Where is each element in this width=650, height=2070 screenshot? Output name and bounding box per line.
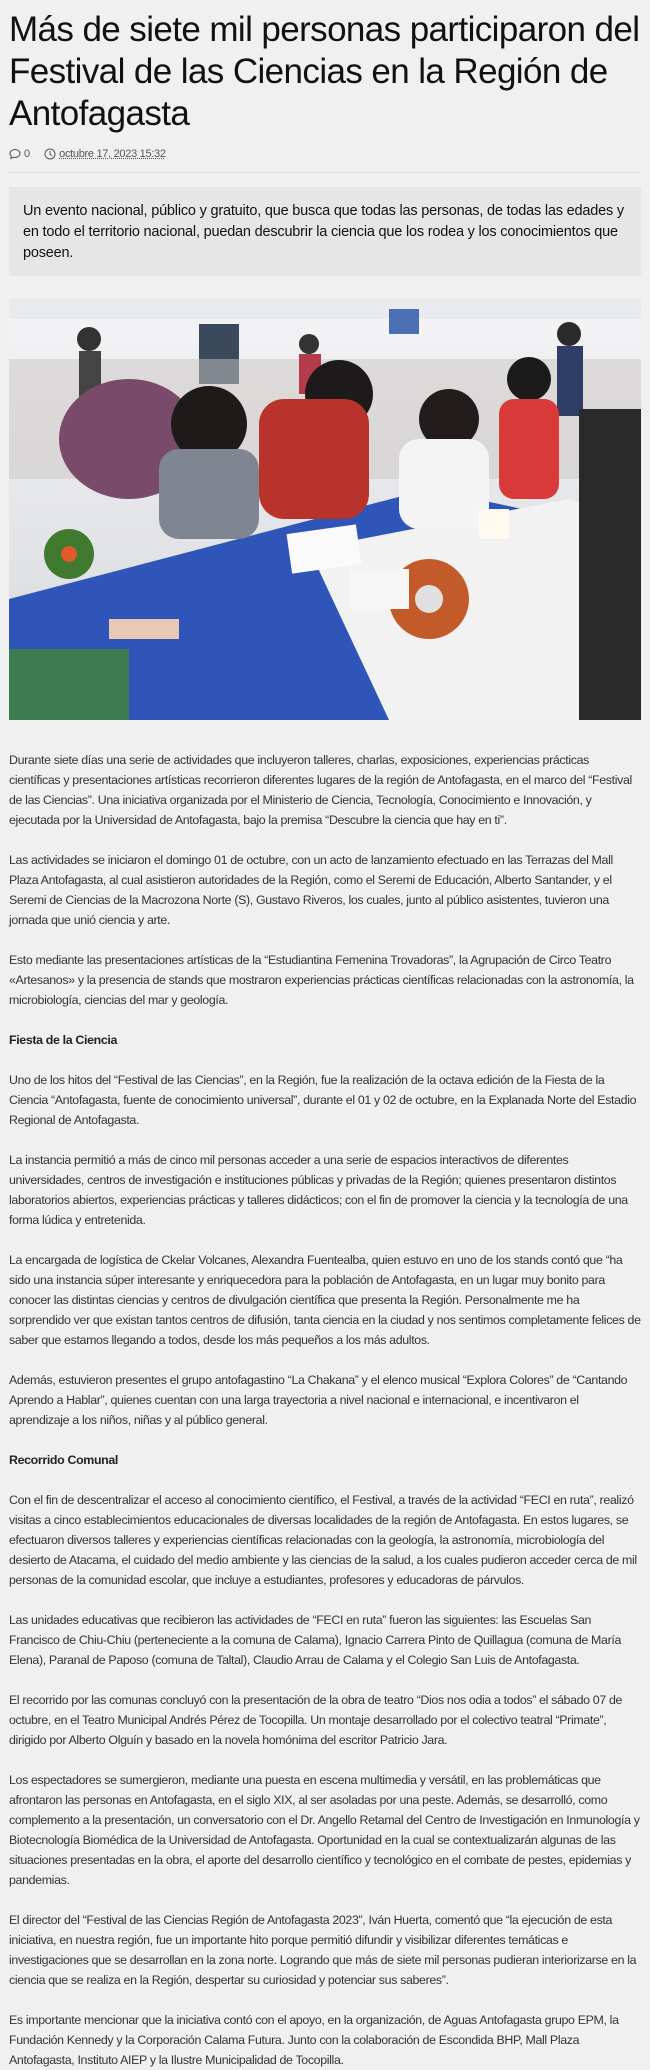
- clock-icon: [44, 148, 56, 160]
- comments-count: 0: [24, 148, 31, 160]
- comments-count-link[interactable]: [9, 148, 30, 160]
- photo-festival-stand: [9, 299, 641, 720]
- section-heading: Recorrido Comunal: [9, 1453, 119, 1467]
- paragraph: Las actividades se iniciaron el domingo 01 de octubre, con un acto de lanzamiento efectuado en las Terrazas del Mall Plaza Antofagasta, al cual asistieron autoridades de la Región, como el Seremi de Educación, Alberto Santander, y el Seremi de Ciencias de la Macrozona Norte (S), Gustavo Riveros, los cuales, junto al público asistentes, tuvieron una jornada que unió ciencia y arte.: [9, 853, 613, 927]
- paragraph: El recorrido por las comunas concluyó con la presentación de la obra de teatro “Dios nos odia a todos” el sábado 07 de octubre, en el Teatro Municipal Andrés Pérez de Tocopilla. Un montaje desarrollado por el colectivo teatral “Primate”, dirigido por Alberto Olguín y basado en la novela homónima del escritor Patricio Jara.: [9, 1693, 623, 1747]
- date-link[interactable]: [44, 148, 166, 160]
- paragraph: Los espectadores se sumergieron, mediante una puesta en escena multimedia y versátil, en las problemáticas que afrontaron las personas en Antofagasta, en el siglo XIX, al ser asoladas por una peste. Además, se desarrolló, como complemento a la presentación, un conversatorio con el Dr. Angello Retamal del Centro de Investigación en Inmunología y Biotecnología Biomédica de la Universidad de Antofagasta. Oportunidad en la cual se contextualizarán algunas de las situaciones presentadas en la obra, el aporte del desarrollo científico y tecnológico en el combate de pestes, epidemias y pandemias.: [9, 1773, 640, 1887]
- speech-bubble-icon: [9, 148, 21, 160]
- article-body: [9, 750, 641, 2070]
- section-heading: Fiesta de la Ciencia: [9, 1033, 118, 1047]
- paragraph: Las unidades educativas que recibieron las actividades de “FECI en ruta” fueron las siguientes: las Escuelas San Francisco de Chiu-Chiu (perteneciente a la comuna de Calama), Ignacio Carrera Pinto de Quillagua (comuna de María Elena), Paranal de Paposo (comuna de Taltal), Claudio Arrau de Calama y el Colegio San Luis de Antofagasta.: [9, 1613, 621, 1667]
- paragraph: La encargada de logística de Ckelar Volcanes, Alexandra Fuentealba, quien estuvo en uno de los stands contó que “ha sido una instancia súper interesante y enriquecedora para la población de Antofagasta, en un lugar muy bonito para conocer las distintas ciencias y centros de divulgación científica que presenta la Región. Personalmente me ha sorprendido ver que existan tantos centros de difusión, tanta ciencia en la ciudad y nos sentimos completamente felices de saber que estamos llegando a todos, desde los más pequeños a los más adultos.: [9, 1253, 641, 1347]
- paragraph: Durante siete días una serie de actividades que incluyeron talleres, charlas, exposiciones, experiencias prácticas científicas y presentaciones artísticas recorrieron diferentes lugares de la región de Antofagasta, en el marco del “Festival de las Ciencias”. Una iniciativa organizada por el Ministerio de Ciencia, Tecnología, Conocimiento e Innovación, y ejecutada por la Universidad de Antofagasta, bajo la premisa “Descubre la ciencia que hay en ti”.: [9, 753, 632, 827]
- article-title: Más de siete mil personas participaron del Festival de las Ciencias en la Región de Antofagasta: [9, 10, 640, 133]
- paragraph: Es importante mencionar que la iniciativa contó con el apoyo, en la organización, de Aguas Antofagasta grupo EPM, la Fundación Kennedy y la Corporación Calama Futura. Junto con la colaboración de Escondida BHP, Mall Plaza Antofagasta, Instituto AIEP y la Ilustre Municipalidad de Tocopilla.: [9, 2013, 619, 2067]
- paragraph: La instancia permitió a más de cinco mil personas acceder a una serie de espacios interactivos de diferentes universidades, centros de investigación e instituciones públicas y privadas de la Región; quienes presentaron distintos laboratorios abiertos, experiencias prácticas y talleres didácticos; con el fin de promover la ciencia y la tecnología de una forma lúdica y entretenida.: [9, 1153, 628, 1227]
- paragraph: El director del “Festival de las Ciencias Región de Antofagasta 2023”, Iván Huerta, comentó que “la ejecución de esta iniciativa, en nuestra región, fue un importante hito porque permitió difundir y visibilizar diferentes temáticas e investigaciones que se desarrollan en la zona norte. Logrando que más de siete mil personas pudieran interiorizarse en la ciencia que se realiza en la Región, despertar su curiosidad y potenciar sus saberes”.: [9, 1913, 637, 1987]
- divider: [9, 172, 641, 173]
- paragraph: Esto mediante las presentaciones artísticas de la “Estudiantina Femenina Trovadoras”, la Agrupación de Circo Teatro «Artesanos» y la presencia de stands que mostraron experiencias prácticas científicas relacionadas con la astronomía, la microbiología, ciencias del mar y geología.: [9, 953, 634, 1007]
- article-lead: Un evento nacional, público y gratuito, que busca que todas las personas, de todas las edades y en todo el territorio nacional, puedan descubrir la ciencia que los rodea y los conocimientos que poseen.: [9, 187, 641, 276]
- paragraph: Uno de los hitos del “Festival de las Ciencias”, en la Región, fue la realización de la octava edición de la Fiesta de la Ciencia “Antofagasta, fuente de conocimiento universal”, durante el 01 y 02 de octubre, en la Explanada Norte del Estadio Regional de Antofagasta.: [9, 1073, 637, 1127]
- article-meta: [9, 146, 641, 162]
- publish-date: octubre 17, 2023 15:32: [59, 148, 166, 160]
- article-photo: [9, 299, 641, 720]
- paragraph: Con el fin de descentralizar el acceso al conocimiento científico, el Festival, a través de la actividad “FECI en ruta”, realizó visitas a cinco establecimientos educacionales de diversas localidades de la región de Antofagasta. En estos lugares, se efectuaron diversos talleres y experiencias científicas relacionadas con la geología, la astronomía, microbiología del desierto de Atacama, el cuidado del medio ambiente y las ciencias de la salud, a los cuales pudieron acceder cerca de mil personas de la comunidad escolar, que incluye a estudiantes, profesores y educadoras de párvulos.: [9, 1493, 637, 1587]
- paragraph: Además, estuvieron presentes el grupo antofagastino “La Chakana” y el elenco musical “Explora Colores” de “Cantando Aprendo a Hablar”, quienes cuentan con una larga trayectoria a nivel nacional e internacional, e incentivaron el aprendizaje a los niños, niñas y al público general.: [9, 1373, 628, 1427]
